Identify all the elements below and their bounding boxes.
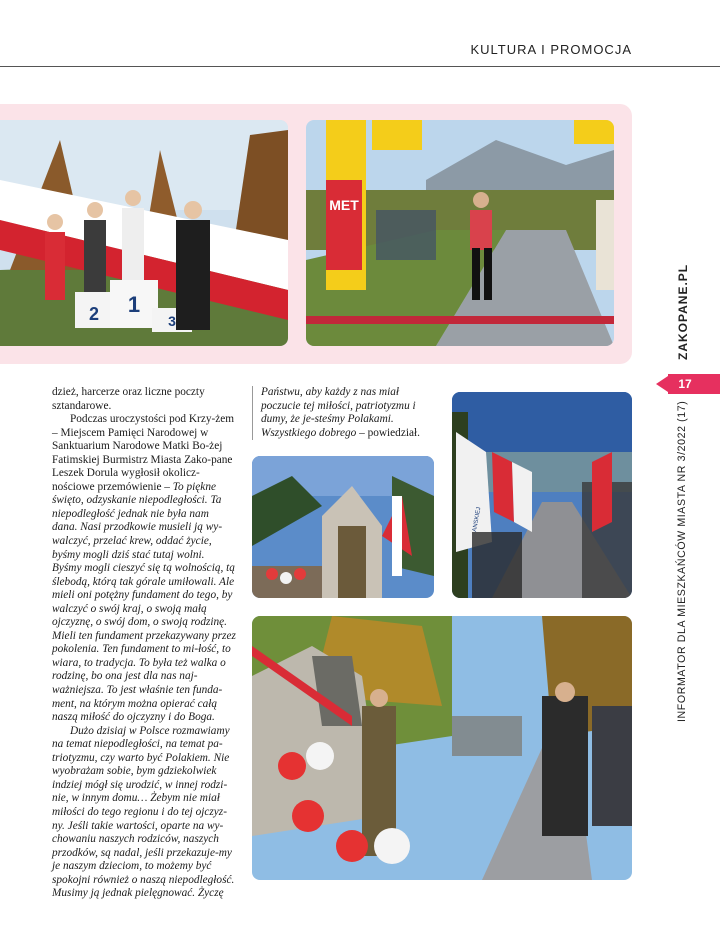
header-divider [0,66,720,67]
page-number: 17 [678,377,692,391]
article-quote: To piękne święto, odzyskanie niepodległości. Ta niepodległość jednak nie była nam dana. Nasi przodkowie musieli ją wy-walczyć, przelać krew, oddać życie, byśmy mogli dziś stać tutaj wolni. Byśmy mogli cieszyć się tą wolnością, tą ślebodą, którą tak górale umiłowali. Ale mieli oni potężny fundament do tego, by walczyć o swój kraj, o swoją małą ojczyznę, o swój dom, o swoją rodzinę. Mieli ten fundament przekazywany przez pokolenia. Ten fundament to mi-łość, to wiara, to tradycja. To była też walka o rodzinę, bo ona jest dla nas naj-ważniejsza. To jest właśnie ten funda-ment, na którym można opierać całą naszą miłość do ojczyzny i do Boga. [52,480,236,724]
photo-monument-guard [252,456,434,598]
article-paragraph: dzież, harcerze oraz liczne poczty sztandarowe. [52,386,205,412]
flag-banner-text: ANSKIEJ [472,506,483,533]
page-tab-arrow [656,376,668,392]
article-quote: Dużo dzisiaj w Polsce rozmawiamy na temat niepodległości, na temat pa-triotyzmu, czy warto być Polakiem. Nie wyobrażam sobie, bym gdziekolwiek indziej mógł się urodzić, w innej rodzi-nie, w innym domu… Żebym nie miał miłości do tego regionu i do tej ojczyz-ny. Jeśli takie wartości, oparte na wy-chowaniu naszych rodziców, naszych przodków, są nadal, jeśli przekazuje-my je naszym dzieciom, to możemy być spokojni również o naszą niepodległość. Musimy ją jednak pielęgnować. Życzę [52,724,235,900]
finish-banner-text: MET [329,197,359,213]
site-name: ZAKOPANE.PL [676,263,690,360]
section-header: KULTURA I PROMOCJA [470,42,632,57]
podium-step-1: 1 [127,292,141,317]
article-text: Podczas uroczystości pod Krzy-żem – Miejscem Pamięci Narodowej w Sanktuarium Narodowe Matki Bo-żej Fatimskiej Burmistrz Miasta Zako-pane Leszek Dorula wygłosił okolicz-nościowe przemówienie – [52,413,235,493]
article-column-middle [252,386,436,440]
photo-flag-bearers [452,392,632,598]
article-column-left [52,386,236,901]
article-quote-paragraph [52,725,236,901]
article-paragraph [253,386,436,440]
podium-step-2: 2 [88,304,100,324]
article-quote: Państwu, aby każdy z nas miał poczucie tej miłości, patriotyzmu i dumy, że je-steśmy Polakami. Wszystkiego dobrego [261,386,416,439]
photo-podium-ceremony [0,120,288,346]
photo-finish-line [306,120,614,346]
photo-wreath-ceremony [252,616,632,880]
article-paragraph [52,413,236,725]
article-text: – powiedział. [356,426,420,439]
publication-info: INFORMATOR DLA MIESZKAŃCÓW MIASTA NR 3/2022 (17) [676,400,688,722]
podium-step-3: 3 [168,313,176,329]
